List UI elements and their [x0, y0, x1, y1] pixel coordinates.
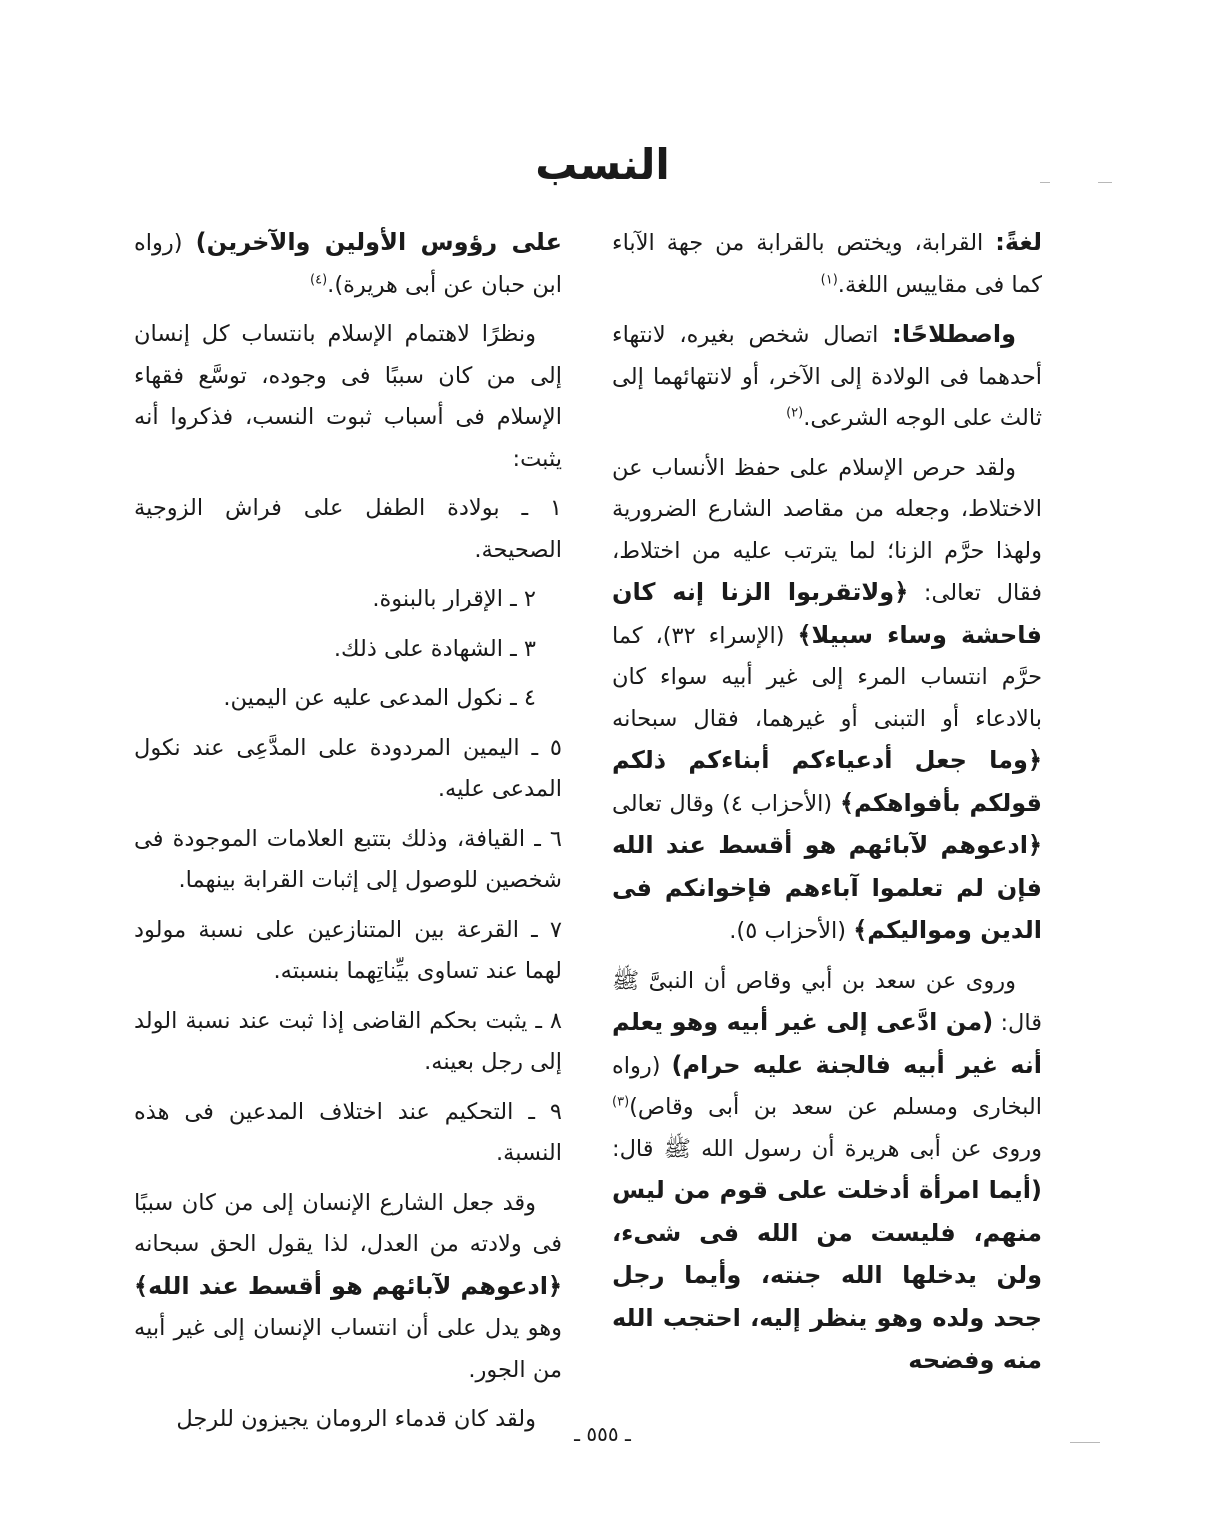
hadith-continuation: على رؤوس الأولين والآخرين) (رواه ابن حبان عن أبى هريرة).$^{(٤)}$	[134, 228, 562, 298]
definition-term: واصطلاحًا: اتصال شخص بغيره، لانتهاء أحدهما فى الولادة إلى الآخر، أو لانتهائهما إلى ثالث على الوجه الشرعى.$^{(٢)}$	[612, 320, 1042, 431]
footnote-ref-2: (٢)	[786, 405, 804, 421]
paragraph-hadith: وروى عن سعد بن أبي وقاص أن النبىَّ ﷺ قال: (من ادَّعى إلى غير أبيه وهو يعلم أنه غير أبيه فالجنة عليه حرام) (رواه البخارى ومسلم عن سعد بن أبى وقاص)$^{(٣)}$ وروى عن أبى هريرة أن رسول الله ﷺ قال: (أيما امرأة أدخلت على قوم من ليس منهم، فليست من الله فى شىء، ولن يدخلها الله جنته، وأيما رجل جحد ولده وهو ينظر إليه، احتجب الله منه وفضحه	[612, 967, 1042, 1374]
list-item: ١ ـ بولادة الطفل على فراش الزوجية الصحيحة.	[134, 495, 562, 563]
footnote-ref-4: (٤)	[310, 272, 328, 287]
list-item: ٣ ـ الشهادة على ذلك.	[333, 635, 536, 662]
right-column	[612, 222, 1042, 1391]
list-item: ٢ ـ الإقرار بالبنوة.	[372, 586, 536, 612]
page-title: النسب	[535, 140, 670, 189]
quran-quote-ahzab-5: ﴿ادعوهم لآبائهم هو أقسط عند الله فإن لم تعلموا آباءهم فإخوانكم فى الدين ومواليكم﴾	[612, 831, 1042, 944]
paragraph-causes-intro: ونظرًا لاهتمام الإسلام بانتساب كل إنسان إلى من كان سببًا فى وجوده، توسَّع فقهاء الإسلام فى أسباب ثبوت النسب، فذكروا أنه يثبت:	[134, 321, 562, 472]
lead-term: واصطلاحًا:	[892, 320, 1016, 348]
page-number: ـ ٥٥٥ ـ	[574, 1422, 631, 1446]
quran-quote-justice: ﴿ادعوهم لآبائهم هو أقسط عند الله﴾	[134, 1271, 562, 1300]
quran-quote-ahzab-4: ﴿وما جعل أدعياءكم أبناءكم ذلكم قولكم بأفواهكم﴾	[612, 746, 1042, 817]
quran-quote-isra: ﴿ولاتقربوا الزنا إنه كان فاحشة وساء سبيلا﴾	[612, 578, 1042, 649]
definition-language: لغةً: القرابة، ويختص بالقرابة من جهة الآباء كما فى مقاييس اللغة.$^{(١)}$	[612, 228, 1042, 298]
footnote-ref-1: (١)	[820, 272, 838, 287]
list-item: ٥ ـ اليمين المردودة على المدَّعِى عند نكول المدعى عليه.	[134, 734, 562, 802]
left-column	[134, 222, 562, 1449]
list-item: ٤ ـ نكول المدعى عليه عن اليمين.	[223, 685, 536, 711]
list-item: ٧ ـ القرعة بين المتنازعين على نسبة مولود لهما عند تساوى بيِّناتِهما بنسبته.	[134, 916, 562, 984]
lead-language: لغةً:	[995, 228, 1042, 256]
paragraph-romans: ولقد كان قدماء الرومان يجيزون للرجل	[176, 1406, 536, 1432]
footnote-ref-3: (٣)	[612, 1094, 630, 1110]
list-item: ٦ ـ القيافة، وذلك بتتبع العلامات الموجودة فى شخصين للوصول إلى إثبات القرابة بينهما.	[134, 825, 562, 893]
paragraph-justice: وقد جعل الشارع الإنسان إلى من كان سببًا فى ولادته من العدل، لذا يقول الحق سبحانه ﴿ادعوهم لآبائهم هو أقسط عند الله﴾ وهو يدل على أن انتساب الإنسان إلى غير أبيه من الجور.	[134, 1189, 562, 1383]
hadith-quote-2: (أيما امرأة أدخلت على قوم من ليس منهم، فليست من الله فى شىء، ولن يدخلها الله جنته، وأيما رجل جحد ولده وهو ينظر إليه، احتجب الله منه وفضحه	[612, 1176, 1042, 1374]
hadith-quote-2-end: على رؤوس الأولين والآخرين)	[195, 228, 562, 256]
paragraph-preservation: ولقد حرص الإسلام على حفظ الأنساب عن الاختلاط، وجعله من مقاصد الشارع الضرورية ولهذا حرَّم الزنا؛ لما يترتب عليه من اختلاط، فقال تعالى: ﴿ولاتقربوا الزنا إنه كان فاحشة وساء سبيلا﴾ (الإسراء ٣٢)، كما حرَّم انتساب المرء إلى غير أبيه سواء كان بالادعاء أو التبنى أو غيرهما، فقال سبحانه ﴿وما جعل أدعياءكم أبناءكم ذلكم قولكم بأفواهكم﴾ (الأحزاب ٤) وقال تعالى ﴿ادعوهم لآبائهم هو أقسط عند الله فإن لم تعلموا آباءهم فإخوانكم فى الدين ومواليكم﴾ (الأحزاب ٥).	[612, 454, 1043, 944]
list-item: ٨ ـ يثبت بحكم القاضى إذا ثبت عند نسبة الولد إلى رجل بعينه.	[134, 1007, 562, 1075]
hadith-quote-1: (من ادَّعى إلى غير أبيه وهو يعلم أنه غير أبيه فالجنة عليه حرام)	[612, 1008, 1042, 1079]
list-item: ٩ ـ التحكيم عند اختلاف المدعين فى هذه النسبة.	[134, 1098, 562, 1166]
